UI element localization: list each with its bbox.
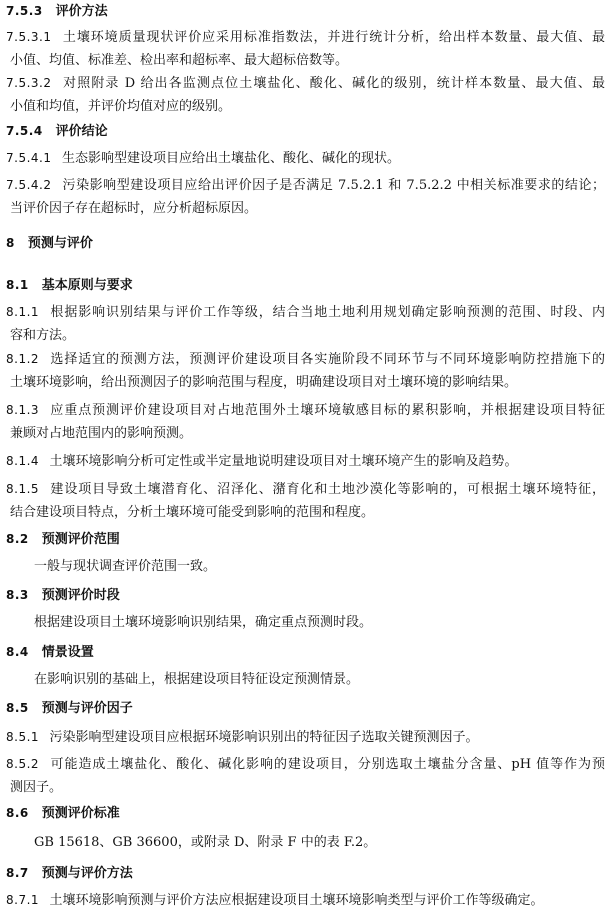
section-title: 基本原则与要求 <box>41 278 133 293</box>
clause-paragraph <box>6 26 605 72</box>
paragraph-line <box>6 147 605 170</box>
clause-paragraph <box>6 72 605 118</box>
section-title: 预测与评价方法 <box>41 866 133 881</box>
section-title: 预测评价范围 <box>41 532 120 547</box>
clause-paragraph <box>6 399 605 445</box>
clause-number: 7.5.4.1 <box>6 151 52 165</box>
heading-line <box>6 584 605 607</box>
clause-number: 8.5.2 <box>6 757 40 771</box>
section-number: 8.3 <box>6 588 29 602</box>
clause-text: 容和方法。 <box>10 328 76 343</box>
section-number: 8.7 <box>6 866 29 880</box>
section-title: 评价方法 <box>55 4 108 19</box>
section-heading <box>6 862 605 885</box>
clause-paragraph <box>6 889 605 912</box>
section-heading <box>6 528 605 551</box>
paragraph-line <box>6 478 605 501</box>
section-title: 预测与评价 <box>27 236 93 251</box>
clause-text: 土壤环境影响预测与评价方法应根据建设项目土壤环境影响类型与评价工作等级确定。 <box>49 893 544 908</box>
paragraph-line <box>6 49 605 72</box>
clause-number: 7.5.4.2 <box>6 178 52 192</box>
clause-paragraph <box>6 348 605 394</box>
section-number: 8.5 <box>6 701 29 715</box>
heading-line <box>6 641 605 664</box>
heading-line <box>6 802 605 825</box>
clause-text: 土壤环境质量现状评价应采用标准指数法，并进行统计分析，给出样本数量、最大值、最 <box>61 30 605 45</box>
paragraph-line <box>6 450 605 473</box>
clause-number: 8.7.1 <box>6 893 40 907</box>
heading-line <box>6 697 605 720</box>
paragraph-line: GB 15618、GB 36600，或附录 D、附录 F 中的表 F.2。 <box>34 835 377 850</box>
heading-line <box>6 862 605 885</box>
paragraph-line: 在影响识别的基础上，根据建设项目特征设定预测情景。 <box>34 672 360 687</box>
paragraph-line <box>6 371 605 394</box>
paragraph-line <box>6 197 605 220</box>
clause-text: 可能造成土壤盐化、酸化、碱化影响的建设项目，分别选取土壤盐分含量、pH 值等作为预 <box>49 757 605 772</box>
indented-paragraph <box>6 831 605 854</box>
paragraph-line <box>6 422 605 445</box>
paragraph-line <box>6 72 605 95</box>
paragraph-line <box>6 776 605 799</box>
section-number: 7.5.4 <box>6 124 43 138</box>
clause-number: 8.5.1 <box>6 730 40 744</box>
clause-text: 当评价因子存在超标时，应分析超标原因。 <box>10 201 258 216</box>
clause-number: 8.1.4 <box>6 454 40 468</box>
paragraph-line: 一般与现状调查评价范围一致。 <box>34 559 217 574</box>
clause-number: 8.1.5 <box>6 482 40 496</box>
paragraph-line <box>6 174 605 197</box>
paragraph-line <box>6 95 605 118</box>
clause-number: 7.5.3.2 <box>6 76 52 90</box>
paragraph-line <box>6 399 605 422</box>
clause-text: 土壤环境影响，给出预测因子的影响范围与程度，明确建设项目对土壤环境的影响结果。 <box>10 375 518 390</box>
heading-line <box>6 120 605 143</box>
clause-text: 建设项目导致土壤潜育化、沼泽化、潴育化和土地沙漠化等影响的，可根据土壤环境特征， <box>49 482 605 497</box>
clause-paragraph <box>6 147 605 170</box>
clause-text: 选择适宜的预测方法，预测评价建设项目各实施阶段不同环节与不同环境影响防控措施下的 <box>49 352 605 367</box>
section-title: 情景设置 <box>41 645 94 660</box>
clause-paragraph <box>6 301 605 347</box>
clause-text: 污染影响型建设项目应根据环境影响识别出的特征因子选取关键预测因子。 <box>49 730 479 745</box>
section-heading <box>6 274 605 297</box>
section-heading <box>6 641 605 664</box>
paragraph-line <box>6 348 605 371</box>
clause-text: 结合建设项目特点，分析土壤环境可能受到影响的范围和程度。 <box>10 505 375 520</box>
section-heading <box>6 584 605 607</box>
clause-number: 8.1.2 <box>6 352 40 366</box>
clause-paragraph <box>6 450 605 473</box>
clause-text: 土壤环境影响分析可定性或半定量地说明建设项目对土壤环境产生的影响及趋势。 <box>49 454 518 469</box>
heading-line <box>6 0 605 23</box>
section-number: 7.5.3 <box>6 4 43 18</box>
clause-text: 兼顾对占地范围内的影响预测。 <box>10 426 193 441</box>
section-number: 8 <box>6 236 15 250</box>
paragraph-line <box>6 301 605 324</box>
section-title: 评价结论 <box>55 124 108 139</box>
section-heading <box>6 120 605 143</box>
paragraph-line <box>6 26 605 49</box>
paragraph-line <box>6 324 605 347</box>
clause-paragraph <box>6 726 605 749</box>
clause-text: 根据影响识别结果与评价工作等级，结合当地土地利用规划确定影响预测的范围、时段、内 <box>49 305 605 320</box>
clause-text: 小值、均值、标准差、检出率和超标率、最大超标倍数等。 <box>10 53 349 68</box>
clause-text: 测因子。 <box>10 780 63 795</box>
clause-number: 7.5.3.1 <box>6 30 52 44</box>
heading-line <box>6 274 605 297</box>
indented-paragraph <box>6 668 605 691</box>
clause-number: 8.1.3 <box>6 403 40 417</box>
clause-text: 污染影响型建设项目应给出评价因子是否满足 7.5.2.1 和 7.5.2.2 中相关标准要求的结论； <box>61 178 605 193</box>
clause-text: 小值和均值，并评价均值对应的级别。 <box>10 99 232 114</box>
paragraph-line <box>6 501 605 524</box>
clause-paragraph <box>6 753 605 799</box>
clause-paragraph <box>6 478 605 524</box>
indented-paragraph <box>6 611 605 634</box>
section-number: 8.1 <box>6 278 29 292</box>
heading-line <box>6 528 605 551</box>
paragraph-line: 根据建设项目土壤环境影响识别结果，确定重点预测时段。 <box>34 615 373 630</box>
paragraph-line <box>6 753 605 776</box>
clause-text: 应重点预测评价建设项目对占地范围外土壤环境敏感目标的累积影响，并根据建设项目特征 <box>49 403 605 418</box>
section-heading <box>6 0 605 23</box>
section-number: 8.4 <box>6 645 29 659</box>
section-title: 预测与评价因子 <box>41 701 133 716</box>
clause-text: 生态影响型建设项目应给出土壤盐化、酸化、碱化的现状。 <box>61 151 400 166</box>
clause-paragraph <box>6 174 605 220</box>
section-number: 8.2 <box>6 532 29 546</box>
paragraph-line <box>6 889 605 912</box>
paragraph-line <box>6 726 605 749</box>
indented-paragraph <box>6 555 605 578</box>
clause-text: 对照附录 D 给出各监测点位土壤盐化、酸化、碱化的级别，统计样本数量、最大值、最 <box>61 76 605 91</box>
section-heading <box>6 697 605 720</box>
section-title: 预测评价标准 <box>41 806 120 821</box>
clause-number: 8.1.1 <box>6 305 40 319</box>
section-heading <box>6 802 605 825</box>
section-title: 预测评价时段 <box>41 588 120 603</box>
section-heading <box>6 232 605 255</box>
heading-line <box>6 232 605 255</box>
section-number: 8.6 <box>6 806 29 820</box>
